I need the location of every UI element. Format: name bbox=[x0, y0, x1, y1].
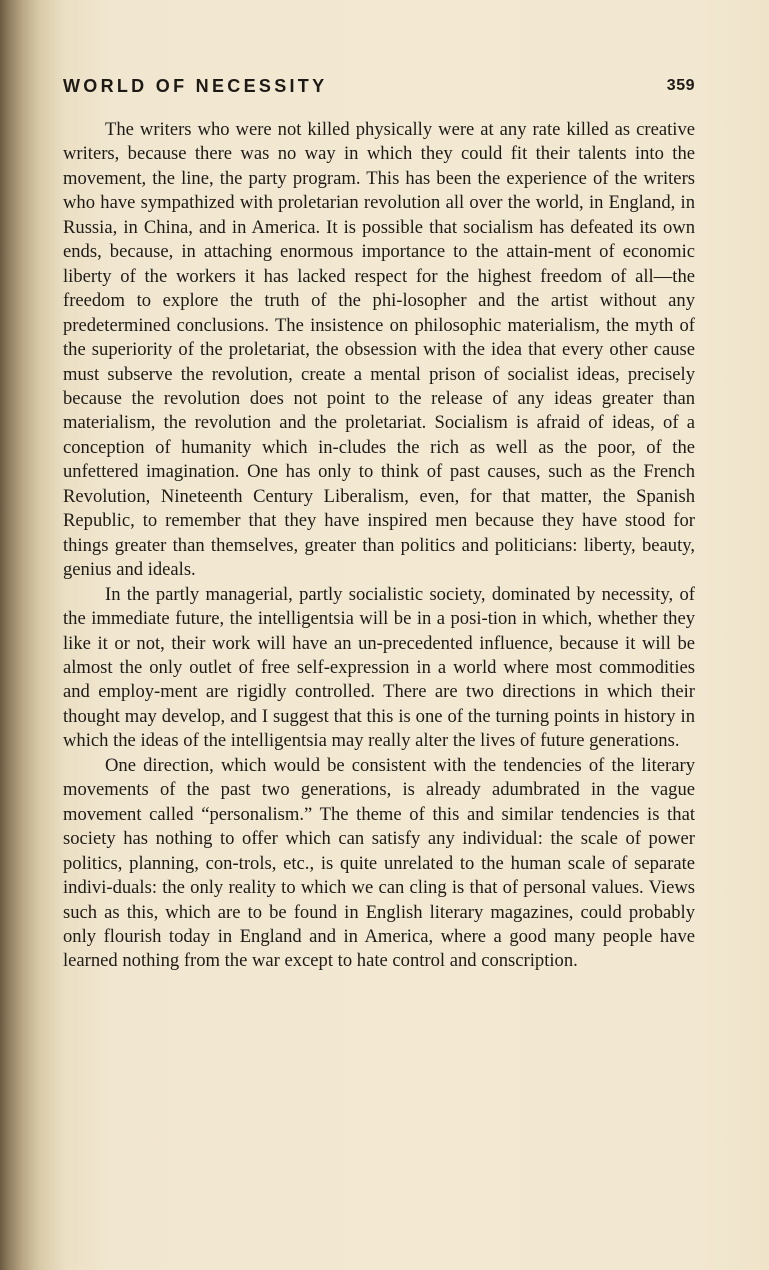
running-head: WORLD OF NECESSITY bbox=[63, 76, 328, 96]
body-text bbox=[63, 118, 695, 974]
page-number: 359 bbox=[666, 77, 695, 94]
paragraph-3: One direction, which would be consistent with the tendencies of the literary movements of the past two generations, is already adumbrated in the vague movement called “personalism.” The theme of this and similar tendencies is that society has nothing to offer which can satisfy any individual: the scale of power politics, planning, con-trols, etc., is quite unrelated to the human scale of separate indivi-duals: the only reality to which we can cling is that of personal values. Views such as this, which are to be found in English literary magazines, could probably only flourish today in England and in America, where a good many people have learned nothing from the war except to hate control and conscription. bbox=[63, 754, 695, 972]
paragraph-2: In the partly managerial, partly socialistic society, dominated by necessity, of the immediate future, the intelligentsia will be in a posi-tion in which, whether they like it or not, their work will have an un-precedented influence, because it will be almost the only outlet of free self-expression in a world where most commodities and employ-ment are rigidly controlled. There are two directions in which their thought may develop, and I suggest that this is one of the turning points in history in which the ideas of the intelligentsia may really alter the lives of future generations. bbox=[63, 583, 695, 752]
paragraph-1: The writers who were not killed physically were at any rate killed as creative writers, because there was no way in which they could fit their talents into the movement, the line, the party program. This has been the experience of the writers who have sympathized with proletarian revolution all over the world, in England, in Russia, in China, and in America. It is possible that socialism has defeated its own ends, because, in attaching enormous importance to the attain-ment of economic liberty of the workers it has lacked respect for the highest freedom of all—the freedom to explore the truth of the phi-losopher and the artist without any predetermined conclusions. The insistence on philosophic materialism, the myth of the superiority of the proletariat, the obsession with the idea that every other cause must subserve the revolution, create a mental prison of socialist ideas, precisely because the revolution does not point to the release of any ideas greater than materialism, the revolution and the proletariat. Socialism is afraid of ideas, of a conception of humanity which in-cludes the rich as well as the poor, of the unfettered imagination. One has only to think of past causes, such as the French Revolution, Nineteenth Century Liberalism, even, for that matter, the Spanish Republic, to remember that they have inspired men because they have stood for things greater than themselves, greater than politics and politicians: liberty, beauty, genius and ideals. bbox=[63, 119, 695, 581]
page-header bbox=[63, 76, 695, 100]
